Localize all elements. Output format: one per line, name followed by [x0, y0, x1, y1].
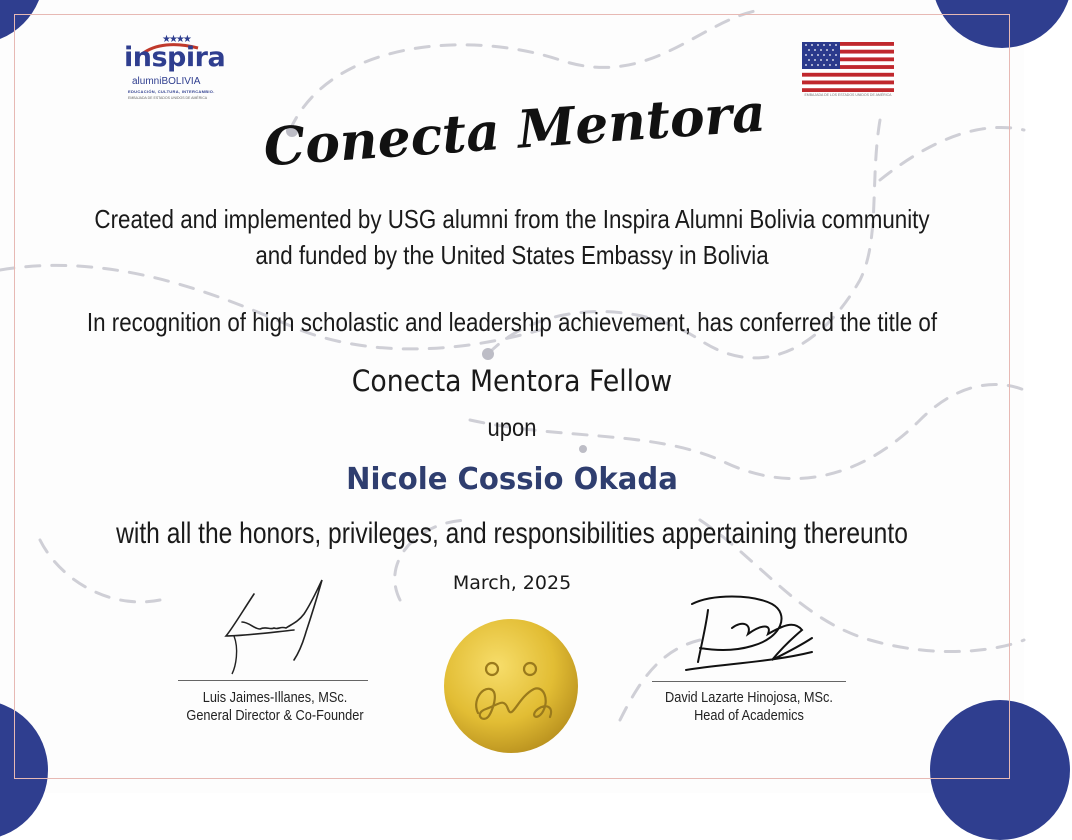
logo-tagline: EDUCACIÓN, CULTURA, INTERCAMBIO. — [128, 89, 215, 94]
gold-seal — [442, 617, 580, 755]
upon-text: upon — [487, 414, 537, 442]
recognition-line: In recognition of high scholastic and leadership achievement, has conferred the title of — [86, 307, 938, 337]
signature-line-right — [652, 681, 846, 682]
logo-sub: alumniBOLIVIA — [132, 76, 201, 87]
recipient-name: Nicole Cossio Okada — [346, 462, 678, 497]
signatory-left-name: Luis Jaimes-Illanes, MSc. — [202, 689, 348, 706]
signatory-left-role: General Director & Co-Founder — [186, 707, 364, 724]
certificate-title — [261, 82, 768, 179]
signatory-right-name: David Lazarte Hinojosa, MSc. — [665, 689, 833, 706]
logo-caption: EMBAJADA DE ESTADOS UNIDOS DE AMÉRICA — [128, 96, 208, 100]
body-line-1: Created and implemented by USG alumni from the Inspira Alumni Bolivia community — [94, 204, 930, 234]
stars-icon: ★★★★ — [162, 34, 190, 45]
title-text: Conecta Mentora — [261, 82, 768, 179]
flag-caption: EMBAJADA DE LOS ESTADOS UNIDOS DE AMÉRICA — [804, 93, 892, 97]
inspira-logo — [124, 36, 236, 106]
honors-line: with all the honors, privileges, and responsibilities appertaining thereunto — [116, 517, 908, 550]
signature-left — [214, 574, 334, 679]
signatory-right-role: Head of Academics — [694, 707, 804, 724]
signature-line-left — [178, 680, 368, 681]
signature-right — [672, 590, 822, 682]
us-flag-icon — [802, 42, 894, 92]
issue-date: March, 2025 — [452, 572, 572, 594]
logo-word: inspira — [124, 42, 226, 73]
fellow-title: Conecta Mentora Fellow — [351, 364, 673, 398]
body-line-2: and funded by the United States Embassy in Bolivia — [255, 240, 769, 270]
